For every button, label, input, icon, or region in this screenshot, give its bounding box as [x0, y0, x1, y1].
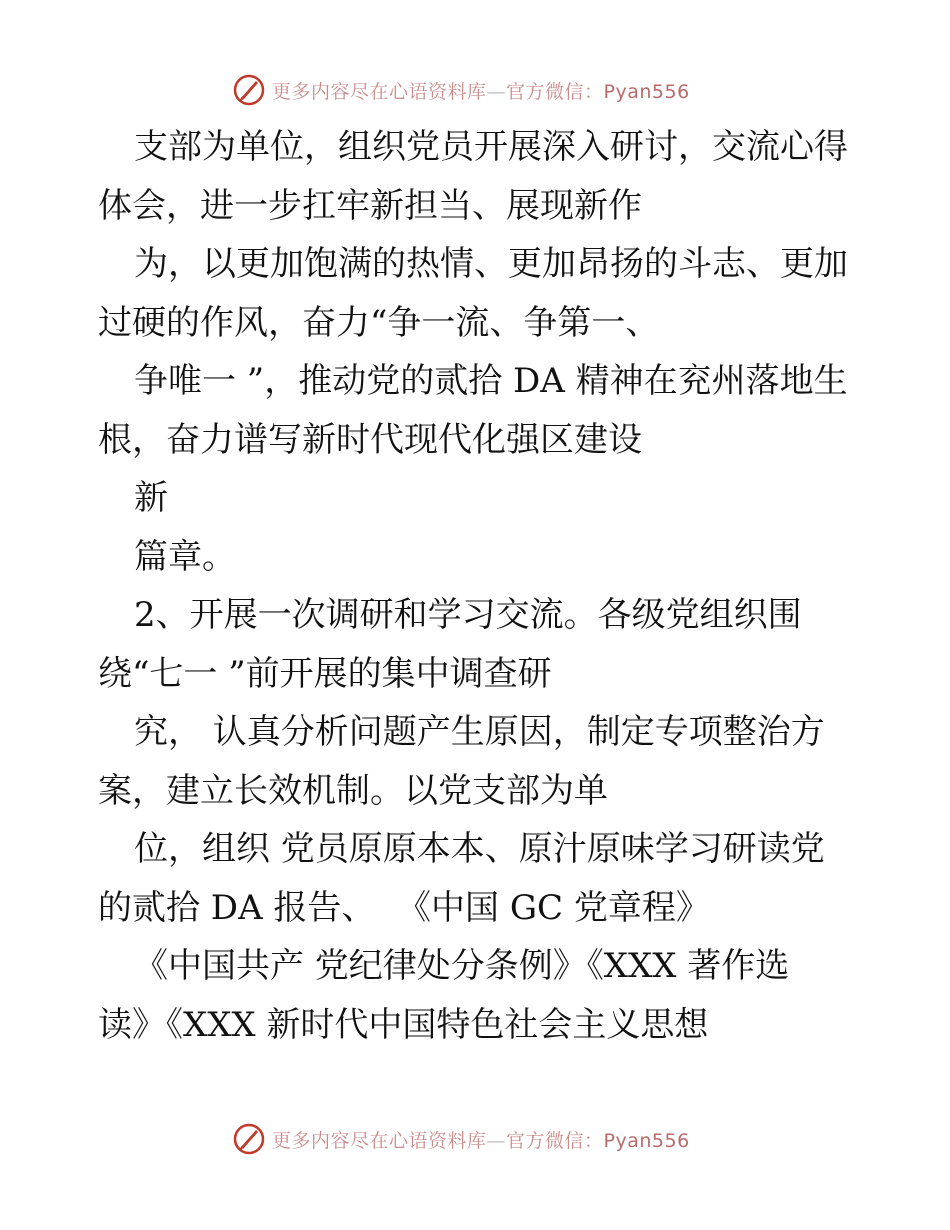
text-line: 体会，进一步扛牢新担当、展现新作 — [98, 186, 642, 226]
text-line: 根，奋力谱写新时代现代化强区建设 — [98, 420, 642, 460]
watermark-text: 更多内容尽在心语资料库 — [272, 80, 487, 103]
quill-logo-icon — [232, 1122, 266, 1156]
watermark-account: Pyan556 — [603, 80, 690, 103]
watermark-official: 官方微信： — [506, 80, 604, 103]
text-line: 究， 认真分析问题产生原因，制定专项整治方 — [134, 712, 825, 752]
text-line: 案，建立长效机制。以党支部为单 — [98, 771, 608, 811]
watermark-official: 官方微信： — [506, 1129, 604, 1152]
text-line: 新 — [134, 478, 168, 518]
watermark-account: Pyan556 — [603, 1129, 690, 1152]
watermark-text: 更多内容尽在心语资料库 — [272, 1129, 487, 1152]
text-line: 为，以更加饱满的热情、更加昂扬的斗志、更加 — [134, 244, 848, 284]
text-line: 绕“七一 ”前开展的集中调查研 — [98, 654, 552, 694]
text-line: 过硬的作风，奋力“争一流、争第一、 — [98, 303, 660, 343]
text-line: 读》《XXX 新时代中国特色社会主义思想 — [98, 1005, 709, 1045]
watermark-dash: — — [486, 1129, 507, 1152]
text-line: 支部为单位，组织党员开展深入研讨，交流心得 — [134, 127, 848, 167]
text-line: 篇章。 — [134, 537, 236, 577]
text-line: 争唯一 ”，推动党的贰拾 DA 精神在兖州落地生 — [134, 361, 848, 401]
watermark-dash: — — [486, 80, 507, 103]
footer-watermark — [232, 1121, 712, 1157]
header-watermark — [232, 72, 712, 108]
text-line: 2、开展一次调研和学习交流。各级党组织围 — [134, 595, 802, 635]
text-line: 的贰拾 DA 报告、 《中国 GC 党章程》 — [98, 888, 710, 928]
text-line: 《中国共产 党纪律处分条例》《XXX 著作选 — [134, 946, 790, 986]
text-line: 位，组织 党员原原本本、原汁原味学习研读党 — [134, 829, 825, 869]
quill-logo-icon — [232, 73, 266, 107]
